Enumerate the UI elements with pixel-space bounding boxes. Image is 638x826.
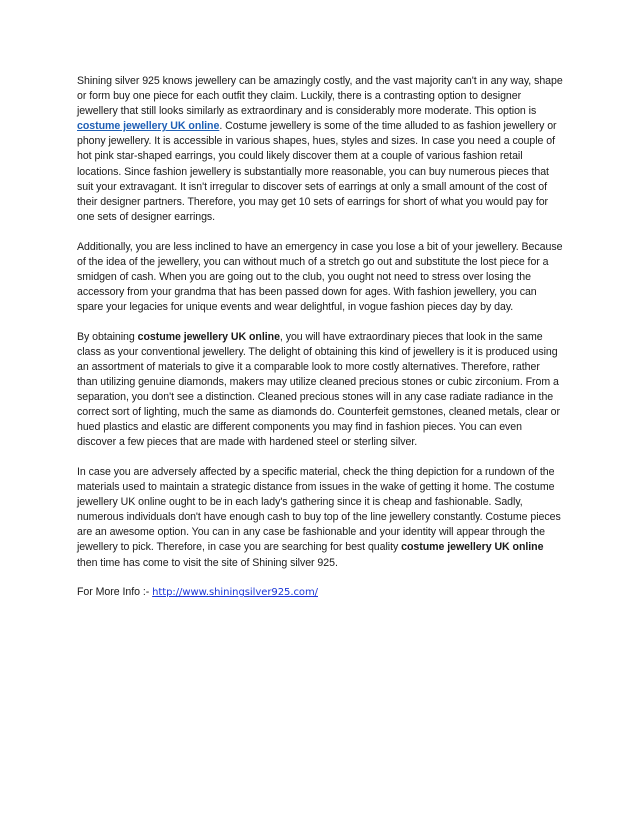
paragraph-intro: [77, 74, 563, 225]
paragraph-allergy: [77, 465, 563, 571]
paragraph-emergency: Additionally, you are less inclined to have an emergency in case you lose a bit of your jewellery. Because of the idea of the jewellery, you can without much of a stretch go out and substitute the lost piece for a smidgen of cash. When you are going out to the club, you ought not need to stress over losing the accessory from your grandma that has been passed down for ages. With fashion jewellery, you can spare your legacies for unique events and wear delightful, in vogue fashion pieces day by day.: [77, 240, 563, 313]
paragraph-intro-text-1: Shining silver 925 knows jewellery can be amazingly costly, and the vast majority can't in any way, shape or form buy one piece for each outfit they claim. Luckily, there is a contrasting option to designer jewellery that still looks similarly as extraordinary and is considerably more moderate. This option is: [77, 75, 563, 118]
paragraph-obtaining-text-2: , you will have extraordinary pieces that look in the same class as your conventional jewellery. The delight of obtaining this kind of jewellery is it is produced using an assortment of materials to give it a comparable look to more costly alternatives. Therefore, rather than utilizing genuine diamonds, makers may utilize cleaned precious stones or cubic zirconium. From a separation, you don't see a distinction. Cleaned precious stones will in any case radiate radiance in the correct sort of lighting, much the same as diamonds do. Counterfeit gemstones, cleaned metals, clear or hued plastics and elastic are different components you may find in fashion pieces. You can even discover a few pieces that are made with hardened steel or sterling silver.: [77, 330, 560, 449]
website-url-link[interactable]: http://www.shiningsilver925.com/: [152, 587, 318, 599]
paragraph-allergy-text-1: In case you are adversely affected by a specific material, check the thing depiction for a rundown of the materials used to maintain a strategic distance from issues in the wake of getting it home. The costume jewellery UK online ought to be in each lady's gathering since it is cheap and fashionable. Sadly, numerous individuals don't have enough cash to buy top of the line jewellery constantly. Costume pieces are an awesome option. You can in any case be fashionable and your identity will appear through the jewellery to pick. Therefore, in case you are searching for best quality: [77, 465, 561, 554]
paragraph-intro-text-2: . Costume jewellery is some of the time alluded to as fashion jewellery or phony jewellery. It is accessible in various shapes, hues, styles and sizes. In case you need a couple of hot pink star-shaped earrings, you could likely discover them at a couple of various fashion retail locations. Since fashion jewellery is substantially more reasonable, you can buy numerous pieces that suit your extravagant. It isn't irregular to discover sets of earrings at only a small amount of the cost of their designer partners. Therefore, you may get 10 sets of earrings for short of what you would pay for one sets of designer earrings.: [77, 120, 557, 223]
more-info-label: For More Info :-: [77, 586, 153, 599]
paragraph-obtaining: [77, 330, 563, 451]
costume-jewellery-link[interactable]: costume jewellery UK online: [77, 120, 220, 133]
paragraph-obtaining-text-1: By obtaining: [77, 330, 138, 343]
paragraph-allergy-text-2: then time has come to visit the site of Shining silver 925.: [77, 556, 338, 569]
paragraph-more-info: [77, 585, 563, 600]
document-body: [77, 74, 563, 615]
paragraph-allergy-bold-keyword: costume jewellery UK online: [401, 541, 544, 554]
paragraph-obtaining-bold-keyword: costume jewellery UK online: [137, 330, 280, 343]
